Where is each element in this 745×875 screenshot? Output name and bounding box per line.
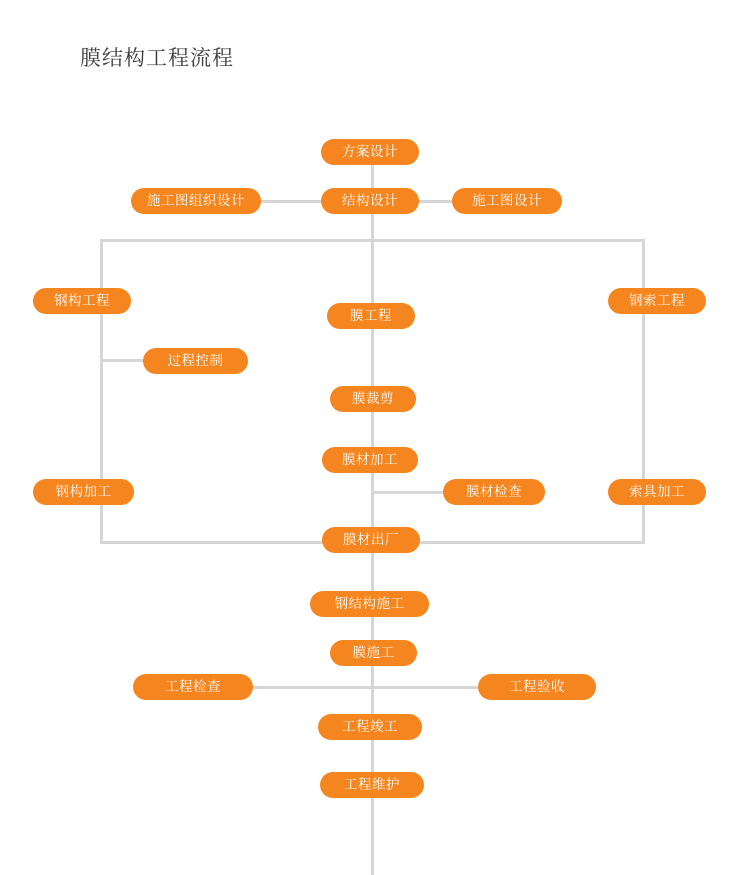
connector-c-main-spine: [371, 150, 374, 875]
flow-node-n20[interactable]: 工程维护: [320, 772, 424, 798]
page-title: 膜结构工程流程: [80, 47, 234, 70]
flow-node-n18[interactable]: 工程验收: [478, 674, 596, 700]
flow-node-n03[interactable]: 施工图组织设计: [131, 188, 261, 214]
flow-node-n05[interactable]: 钢构工程: [33, 288, 131, 314]
flow-node-n15[interactable]: 钢结构施工: [310, 591, 429, 617]
flow-node-n13[interactable]: 索具加工: [608, 479, 706, 505]
flow-node-n16[interactable]: 膜施工: [330, 640, 417, 666]
flow-node-n11[interactable]: 钢构加工: [33, 479, 134, 505]
flow-node-n04[interactable]: 施工图设计: [452, 188, 562, 214]
flow-node-n08[interactable]: 过程控制: [143, 348, 248, 374]
flow-node-n06[interactable]: 膜工程: [327, 303, 415, 329]
connector-c-box-top: [100, 239, 645, 242]
flow-node-n07[interactable]: 钢索工程: [608, 288, 706, 314]
flow-node-n12[interactable]: 膜材检查: [443, 479, 545, 505]
flow-node-n10[interactable]: 膜材加工: [322, 447, 418, 473]
flow-node-n02[interactable]: 结构设计: [321, 188, 419, 214]
flow-node-n09[interactable]: 膜裁剪: [330, 386, 416, 412]
flow-node-n19[interactable]: 工程竣工: [318, 714, 422, 740]
flow-node-n01[interactable]: 方案设计: [321, 139, 419, 165]
flow-node-n14[interactable]: 膜材出厂: [322, 527, 420, 553]
flow-node-n17[interactable]: 工程检查: [133, 674, 253, 700]
